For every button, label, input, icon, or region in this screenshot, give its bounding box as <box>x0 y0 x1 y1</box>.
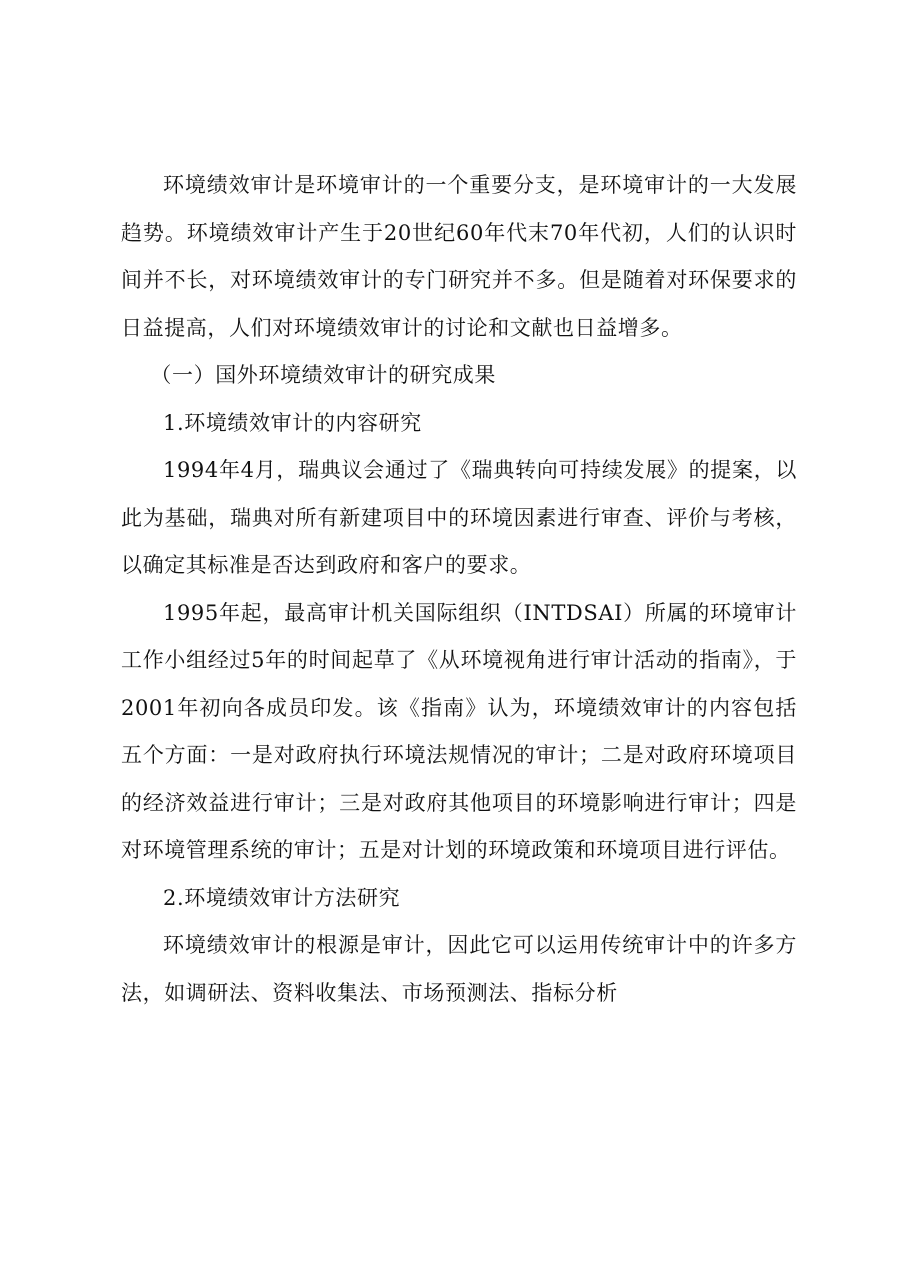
paragraph-methods: 环境绩效审计的根源是审计，因此它可以运用传统审计中的许多方法，如调研法、资料收集法、市场预测法、指标分析 <box>121 933 797 1005</box>
subsection-heading-method-research: 2.环境绩效审计方法研究 <box>163 885 401 910</box>
subsection-heading-content-research: 1.环境绩效审计的内容研究 <box>163 410 422 435</box>
section-heading-foreign-research: （一）国外环境绩效审计的研究成果 <box>150 363 496 387</box>
document-page <box>121 162 797 1017</box>
paragraph-sweden-1994: 1994年4月，瑞典议会通过了《瑞典转向可持续发展》的提案，以此为基础，瑞典对所有新建项目中的环境因素进行审查、评价与考核，以确定其标准是否达到政府和客户的要求。 <box>121 458 797 577</box>
paragraph-intosai-1995: 1995年起，最高审计机关国际组织（INTDSAI）所属的环境审计工作小组经过5年的时间起草了《从环境视角进行审计活动的指南》，于2001年初向各成员印发。该《指南》认为，环境绩效审计的内容包括五个方面：一是对政府执行环境法规情况的审计；二是对政府环境项目的经济效益进行审计；三是对政府其他项目的环境影响进行审计；四是对环境管理系统的审计；五是对计划的环境政策和环境项目进行评估。 <box>121 600 797 862</box>
paragraph-intro: 环境绩效审计是环境审计的一个重要分支，是环境审计的一大发展趋势。环境绩效审计产生于20世纪60年代末70年代初，人们的认识时间并不长，对环境绩效审计的专门研究并不多。但是随着对环保要求的日益提高，人们对环境绩效审计的讨论和文献也日益增多。 <box>121 173 797 340</box>
